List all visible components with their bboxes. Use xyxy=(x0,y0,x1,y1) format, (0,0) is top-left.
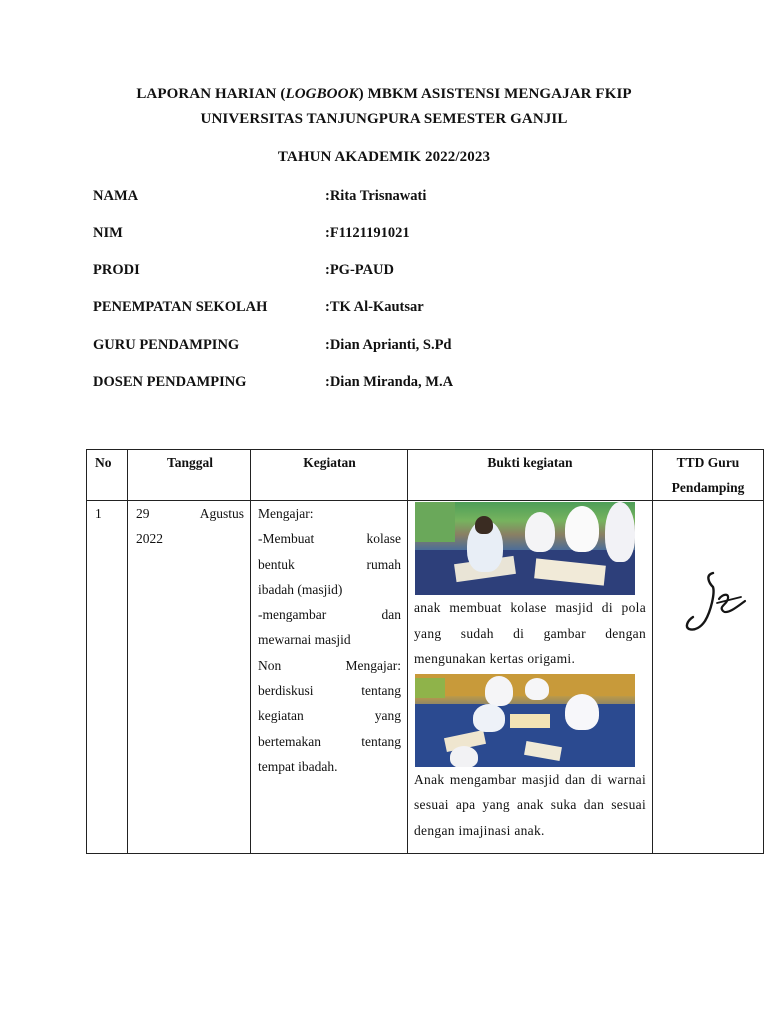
row-proof xyxy=(408,501,653,854)
logbook-table xyxy=(86,449,764,854)
report-title-line1: LAPORAN HARIAN (LOGBOOK) MBKM ASISTENSI MENGAJAR FKIP xyxy=(136,86,632,102)
activity-photo-drawing xyxy=(415,674,635,767)
header-proof: Bukti kegiatan xyxy=(408,450,653,501)
activity-photo-collage xyxy=(415,502,635,595)
photo2-caption: Anak mengambar masjid dan di warnai sesuai apa yang anak suka dan sesuai dengan imajinasi anak. xyxy=(414,771,646,838)
header-activity: Kegiatan xyxy=(251,450,408,501)
teacher-signature xyxy=(675,563,755,643)
table-row xyxy=(87,501,764,854)
photo1-caption: anak membuat kolase masjid di pola yang sudah di gambar dengan mengunakan kertas origami. xyxy=(414,600,646,666)
header-no: No xyxy=(87,450,128,501)
row-activity: Mengajar: -Membuat kolase bentuk rumah ibadah (masjid) -mengambar dan mewarnai masjid Non Mengajar: berdiskusi tentang kegiatan yang bertemakan tentang tempat ibadah. xyxy=(251,501,408,854)
row-signature-cell xyxy=(653,501,764,854)
header-signature: TTD Guru Pendamping xyxy=(653,450,764,501)
row-no: 1 xyxy=(87,501,128,854)
header-date: Tanggal xyxy=(128,450,251,501)
academic-year: TAHUN AKADEMIK 2022/2023 xyxy=(277,149,491,165)
report-title-line2: UNIVERSITAS TANJUNGPURA SEMESTER GANJIL xyxy=(200,111,568,127)
row-date: 29 Agustus 2022 xyxy=(128,501,251,854)
logbook-page: LAPORAN HARIAN (LOGBOOK) MBKM ASISTENSI MENGAJAR FKIP UNIVERSITAS TANJUNGPURA SEMESTER GANJIL TAHUN AKADEMIK 2022/2023 NAMA :Rita Trisnawati NIM :F1121191021 PRODI :PG-PAUD PENEMPATAN SEKOLAH :TK Al-Kautsar GURU PENDAMPING :Dian Aprianti, S.Pd DOSEN PENDAMPING :Dian Miranda, M.A No Tanggal Kegiatan Bukti kegiatan TTD Guru Pendamping 1 29 Agustus 2022 Mengajar: -Membuat kolase bentuk rumah ibadah (masjid) -mengambar dan mewarnai masjid Non Mengajar: berdiskusi tentang kegiatan yang bertemakan tentang tempat ibadah. anak membuat kolase masjid di pola yang sudah di gambar dengan mengunakan kertas origami. Anak mengambar masjid dan di warnai sesuai apa yang anak suka dan sesuai dengan imajinasi anak. xyxy=(0,0,768,1024)
table-header-row xyxy=(87,450,764,501)
